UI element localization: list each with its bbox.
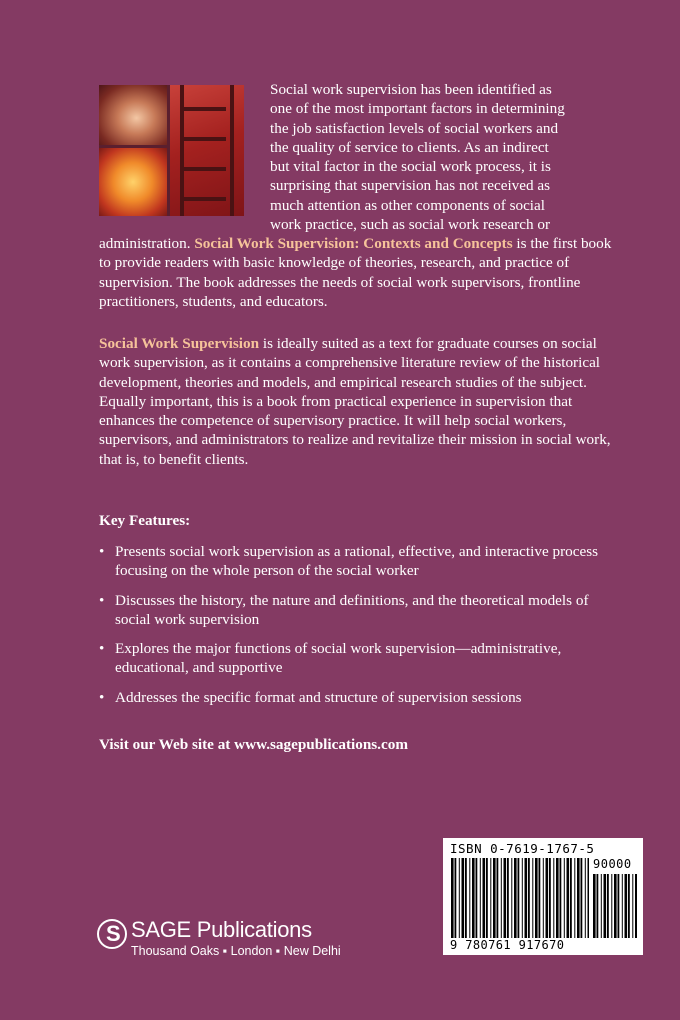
barcode-bar <box>628 874 630 938</box>
barcode-bar <box>625 874 628 938</box>
barcode-bar <box>459 858 460 938</box>
feature-text: Addresses the specific format and structure of supervision sessions <box>115 688 522 706</box>
intro-line: the quality of service to clients. As an indirect <box>270 138 549 156</box>
barcode-bar <box>607 874 609 938</box>
barcode-bar <box>611 874 612 938</box>
barcode-bar <box>549 858 551 938</box>
barcode-bar <box>480 858 481 938</box>
barcode-bar <box>577 858 580 938</box>
price-addon-number: 90000 <box>593 857 632 871</box>
list-item <box>99 688 619 707</box>
intro-line: Social work supervision has been identified as <box>270 81 552 98</box>
list-item <box>99 591 619 630</box>
second-paragraph-text: is ideally suited as a text for graduate courses on social work supervision, as it contains a comprehensive literature review of the historical development, theories and models, and empirical research studies of the subject. Equally important, this is a book from practical experience in supervision that enhances the competence of supervisory practice. It will help social workers, supervisors, and administrators to realize and revitalize their mission in social work, that is, to benefit clients. <box>99 335 611 468</box>
intro-text-start: administration. <box>99 235 195 252</box>
bullet-glyph: • <box>99 640 105 658</box>
list-item <box>99 639 619 678</box>
barcode-bar <box>483 858 486 938</box>
barcode-bar <box>490 858 491 938</box>
intro-paragraph-continued <box>99 234 619 311</box>
barcode-bar <box>567 858 570 938</box>
barcode-bar <box>622 874 623 938</box>
barcode-bar <box>618 874 620 938</box>
barcode-bar <box>528 858 530 938</box>
barcode-bar <box>501 858 502 938</box>
ladder-photo-tile <box>170 85 244 216</box>
cover-image-collage <box>99 85 244 216</box>
barcode-bar <box>497 858 499 938</box>
second-paragraph <box>99 334 619 469</box>
intro-line: the job satisfaction levels of social workers and <box>270 119 559 137</box>
isbn-barcode <box>443 838 643 955</box>
intro-line: much attention as other components of social <box>270 196 545 214</box>
barcode-bar <box>525 858 528 938</box>
ean-number: 9 780761 917670 <box>450 938 565 952</box>
glowing-hand-photo-tile <box>99 148 167 216</box>
intro-line: work practice, such as social work research or <box>270 216 551 234</box>
barcode-bar <box>486 858 488 938</box>
barcode-bar <box>518 858 520 938</box>
key-features-list <box>99 542 619 717</box>
barcode-bar <box>635 874 637 938</box>
bullet-glyph: • <box>99 688 105 706</box>
hands-photo-tile <box>99 85 167 145</box>
intro-text-end: is the first book to provide readers with basic knowledge of theories, research, and practice of supervision. The book addresses the needs of social work supervisors, frontline practitioners, students, and educators. <box>99 235 612 310</box>
feature-text: Discusses the history, the nature and definitions, and the theoretical models of social work supervision <box>115 591 589 628</box>
barcode-bar <box>504 858 507 938</box>
barcode-bar <box>560 858 562 938</box>
ean-barcode-bars <box>451 858 589 938</box>
key-features-heading: Key Features: <box>99 512 191 529</box>
publisher-cities: Thousand Oaks ▪ London ▪ New Delhi <box>131 944 341 958</box>
intro-line: but vital factor in the social work process, it is <box>270 158 551 176</box>
barcode-bar <box>556 858 559 938</box>
barcode-bar <box>574 858 575 938</box>
logo-mark-letter: S <box>106 921 121 946</box>
barcode-bar <box>465 858 467 938</box>
isbn-number: ISBN 0-7619-1767-5 <box>450 841 595 856</box>
barcode-bar <box>588 858 590 938</box>
barcode-bar <box>476 858 478 938</box>
barcode-bar <box>511 858 512 938</box>
intro-paragraph-beside-image <box>270 80 610 234</box>
barcode-bar <box>604 874 607 938</box>
barcode-bar <box>632 874 633 938</box>
barcode-bar <box>601 874 602 938</box>
feature-text: Presents social work supervision as a rational, effective, and interactive process focusing on the whole person of the social worker <box>115 543 599 580</box>
book-title-highlight: Social Work Supervision: Contexts and Concepts <box>194 235 513 252</box>
barcode-bar <box>543 858 544 938</box>
book-short-title-highlight: Social Work Supervision <box>99 335 260 352</box>
barcode-bar <box>493 858 496 938</box>
publisher-logo <box>97 917 367 963</box>
intro-line: surprising that supervision has not received as <box>270 177 551 195</box>
barcode-bar <box>469 858 470 938</box>
feature-text: Explores the major functions of social work supervision—administrative, educational, and supportive <box>115 640 562 677</box>
barcode-bar <box>585 858 586 938</box>
barcode-bar <box>597 874 599 938</box>
barcode-bar <box>522 858 523 938</box>
barcode-bar <box>553 858 554 938</box>
barcode-bar <box>614 874 617 938</box>
barcode-bar <box>593 874 596 938</box>
barcode-bar <box>546 858 549 938</box>
barcode-bar <box>564 858 565 938</box>
barcode-bar <box>539 858 541 938</box>
barcode-bar <box>570 858 572 938</box>
barcode-bar <box>514 858 517 938</box>
barcode-bar <box>455 858 457 938</box>
sage-logo-icon <box>97 919 127 949</box>
barcode-bar <box>507 858 509 938</box>
bullet-glyph: • <box>99 591 105 609</box>
barcode-bar <box>472 858 475 938</box>
publisher-name: SAGE Publications <box>131 917 312 942</box>
barcode-bar <box>451 858 454 938</box>
barcode-bar <box>462 858 465 938</box>
intro-line: one of the most important factors in determining <box>270 100 565 118</box>
website-line: Visit our Web site at www.sagepublications.com <box>99 736 408 753</box>
bullet-glyph: • <box>99 543 105 560</box>
barcode-bar <box>581 858 583 938</box>
barcode-bar <box>535 858 538 938</box>
barcode-bar <box>532 858 533 938</box>
list-item <box>99 542 619 581</box>
addon-barcode-bars <box>593 874 637 938</box>
